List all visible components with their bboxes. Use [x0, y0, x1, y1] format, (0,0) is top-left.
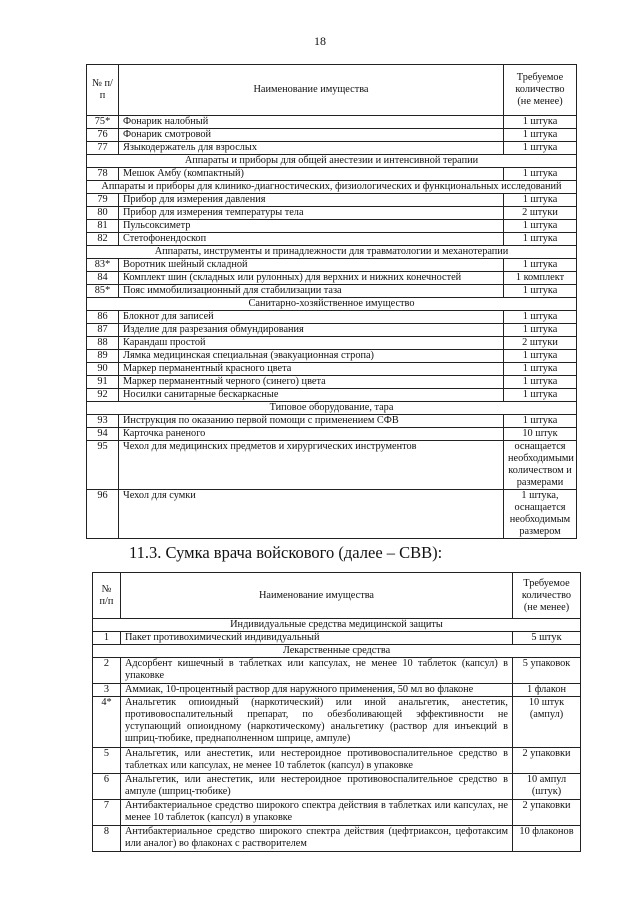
- table-row: [87, 259, 577, 272]
- table-row: [87, 441, 577, 490]
- table-row: [87, 363, 577, 376]
- table-row: [93, 800, 581, 826]
- section-row: [93, 619, 581, 632]
- item-quantity: 1 штука: [504, 376, 577, 389]
- item-quantity: 1 штука: [504, 415, 577, 428]
- table-row: [93, 748, 581, 774]
- header-name: Наименование имущества: [121, 573, 513, 619]
- item-quantity: 1 комплект: [504, 272, 577, 285]
- item-name: Пульсоксиметр: [119, 220, 504, 233]
- item-quantity: 10 флаконов: [513, 826, 581, 852]
- item-name: Мешок Амбу (компактный): [119, 168, 504, 181]
- item-number: 77: [87, 142, 119, 155]
- item-number: 78: [87, 168, 119, 181]
- table-row: [87, 168, 577, 181]
- item-number: 87: [87, 324, 119, 337]
- table-row: [93, 697, 581, 748]
- table-row: [93, 632, 581, 645]
- table-row: [87, 285, 577, 298]
- section-title: Санитарно-хозяйственное имущество: [87, 298, 577, 311]
- table-body: [93, 619, 581, 852]
- table-row: [87, 272, 577, 285]
- item-number: 88: [87, 337, 119, 350]
- item-quantity: 1 штука: [504, 194, 577, 207]
- inventory-table-1: [86, 64, 577, 539]
- table-row: [93, 826, 581, 852]
- item-quantity: 10 ампул (штук): [513, 774, 581, 800]
- header-qty: Требуемое количество (не менее): [504, 65, 577, 116]
- item-quantity: 1 штука: [504, 259, 577, 272]
- item-name: Анальгетик, или анестетик, или нестероидное противовоспалительное средство в таблетках или капсулах, не менее 10 таблеток (капсул) в упаковке: [121, 748, 513, 774]
- item-quantity: 1 штука: [504, 311, 577, 324]
- item-number: 82: [87, 233, 119, 246]
- table-row: [87, 207, 577, 220]
- item-name: Маркер перманентный красного цвета: [119, 363, 504, 376]
- item-name: Чехол для сумки: [119, 490, 504, 539]
- section-title: Аппараты и приборы для общей анестезии и интенсивной терапии: [87, 155, 577, 168]
- item-name: Фонарик налобный: [119, 116, 504, 129]
- table-row: [87, 350, 577, 363]
- item-number: 85*: [87, 285, 119, 298]
- item-number: 76: [87, 129, 119, 142]
- table-row: [93, 658, 581, 684]
- item-number: 80: [87, 207, 119, 220]
- table-row: [87, 142, 577, 155]
- inventory-table-2: [92, 572, 581, 852]
- item-name: Антибактериальное средство широкого спектра действия (цефтриаксон, цефотаксим или аналог) во флаконах с растворителем: [121, 826, 513, 852]
- item-number: 8: [93, 826, 121, 852]
- item-name: Анальгетик опиоидный (наркотический) или иной анальгетик, анестетик, противовоспалительный препарат, по обезболивающей эффективности не уступающий опиоидному (наркотическому) анальгетику (раствор для инъекций в шприц-тюбике, преднаполненном шприце, ампуле): [121, 697, 513, 748]
- item-number: 4*: [93, 697, 121, 748]
- section-title: Лекарственные средства: [93, 645, 581, 658]
- item-number: 2: [93, 658, 121, 684]
- item-number: 84: [87, 272, 119, 285]
- item-name: Аммиак, 10-процентный раствор для наружного применения, 50 мл во флаконе: [121, 684, 513, 697]
- table-row: [87, 376, 577, 389]
- section-row: [87, 298, 577, 311]
- table-body: [87, 116, 577, 539]
- item-quantity: 1 штука: [504, 116, 577, 129]
- table-header-row: [87, 65, 577, 116]
- item-name: Карточка раненого: [119, 428, 504, 441]
- item-name: Стетофонендоскоп: [119, 233, 504, 246]
- item-name: Адсорбент кишечный в таблетках или капсулах, не менее 10 таблеток (капсул) в упаковке: [121, 658, 513, 684]
- table-row: [93, 684, 581, 697]
- item-quantity: 1 штука: [504, 129, 577, 142]
- item-name: Прибор для измерения давления: [119, 194, 504, 207]
- table-row: [87, 311, 577, 324]
- item-name: Антибактериальное средство широкого спектра действия в таблетках или капсулах, не менее 10 таблеток (капсул) в упаковке: [121, 800, 513, 826]
- item-name: Инструкция по оказанию первой помощи с применением СФВ: [119, 415, 504, 428]
- item-number: 89: [87, 350, 119, 363]
- item-number: 79: [87, 194, 119, 207]
- item-name: Лямка медицинская специальная (эвакуационная стропа): [119, 350, 504, 363]
- item-number: 7: [93, 800, 121, 826]
- section-row: [87, 181, 577, 194]
- item-number: 6: [93, 774, 121, 800]
- item-quantity: 5 штук: [513, 632, 581, 645]
- item-number: 96: [87, 490, 119, 539]
- section-row: [87, 402, 577, 415]
- table-row: [87, 428, 577, 441]
- item-quantity: 1 штука: [504, 220, 577, 233]
- item-name: Прибор для измерения температуры тела: [119, 207, 504, 220]
- item-number: 86: [87, 311, 119, 324]
- table-row: [87, 129, 577, 142]
- item-name: Изделие для разрезания обмундирования: [119, 324, 504, 337]
- table-row: [87, 324, 577, 337]
- item-quantity: 1 штука: [504, 363, 577, 376]
- item-quantity: 1 штука: [504, 168, 577, 181]
- item-name: Комплект шин (складных или рулонных) для верхних и нижних конечностей: [119, 272, 504, 285]
- item-quantity: оснащается необходимыми количеством и размерами: [504, 441, 577, 490]
- section-row: [87, 155, 577, 168]
- item-quantity: 1 штука: [504, 389, 577, 402]
- table-header-row: [93, 573, 581, 619]
- item-number: 3: [93, 684, 121, 697]
- item-quantity: 1 штука: [504, 285, 577, 298]
- item-number: 95: [87, 441, 119, 490]
- item-name: Анальгетик, или анестетик, или нестероидное противовоспалительное средство в ампуле (шприц-тюбике): [121, 774, 513, 800]
- item-name: Карандаш простой: [119, 337, 504, 350]
- item-quantity: 2 штуки: [504, 337, 577, 350]
- item-quantity: 5 упаковок: [513, 658, 581, 684]
- item-name: Чехол для медицинских предметов и хирургических инструментов: [119, 441, 504, 490]
- section-title: Аппараты, инструменты и принадлежности для травматологии и механотерапии: [87, 246, 577, 259]
- item-name: Блокнот для записей: [119, 311, 504, 324]
- item-number: 83*: [87, 259, 119, 272]
- item-number: 75*: [87, 116, 119, 129]
- section-title: Индивидуальные средства медицинской защиты: [93, 619, 581, 632]
- page-number: 18: [314, 34, 326, 48]
- header-name: Наименование имущества: [119, 65, 504, 116]
- table-row: [87, 220, 577, 233]
- item-number: 93: [87, 415, 119, 428]
- section-row: [87, 246, 577, 259]
- item-number: 90: [87, 363, 119, 376]
- section-title: Аппараты и приборы для клинико-диагностических, физиологических и функциональных исследований: [87, 181, 577, 194]
- table-row: [87, 490, 577, 539]
- table-row: [93, 774, 581, 800]
- item-name: Маркер перманентный черного (синего) цвета: [119, 376, 504, 389]
- item-number: 91: [87, 376, 119, 389]
- item-quantity: 2 упаковки: [513, 800, 581, 826]
- item-quantity: 10 штук: [504, 428, 577, 441]
- table-row: [87, 337, 577, 350]
- item-name: Пояс иммобилизационный для стабилизации таза: [119, 285, 504, 298]
- header-num: № п/п: [93, 573, 121, 619]
- table-row: [87, 415, 577, 428]
- section-heading: 11.3. Сумка врача войскового (далее – СВВ):: [129, 543, 443, 562]
- item-number: 81: [87, 220, 119, 233]
- section-title: Типовое оборудование, тара: [87, 402, 577, 415]
- table-row: [87, 233, 577, 246]
- header-qty: Требуемое количество (не менее): [513, 573, 581, 619]
- section-row: [93, 645, 581, 658]
- item-quantity: 1 штука: [504, 350, 577, 363]
- item-quantity: 1 штука, оснащается необходимым размером: [504, 490, 577, 539]
- item-name: Воротник шейный складной: [119, 259, 504, 272]
- item-quantity: 1 штука: [504, 142, 577, 155]
- item-number: 1: [93, 632, 121, 645]
- item-name: Языкодержатель для взрослых: [119, 142, 504, 155]
- item-quantity: 1 штука: [504, 324, 577, 337]
- item-number: 5: [93, 748, 121, 774]
- item-name: Носилки санитарные бескаркасные: [119, 389, 504, 402]
- table-row: [87, 389, 577, 402]
- item-name: Фонарик смотровой: [119, 129, 504, 142]
- item-name: Пакет противохимический индивидуальный: [121, 632, 513, 645]
- item-quantity: 1 штука: [504, 233, 577, 246]
- item-quantity: 2 упаковки: [513, 748, 581, 774]
- header-num: № п/п: [87, 65, 119, 116]
- item-quantity: 1 флакон: [513, 684, 581, 697]
- table-row: [87, 116, 577, 129]
- item-number: 92: [87, 389, 119, 402]
- table-row: [87, 194, 577, 207]
- item-quantity: 2 штуки: [504, 207, 577, 220]
- item-number: 94: [87, 428, 119, 441]
- item-quantity: 10 штук (ампул): [513, 697, 581, 748]
